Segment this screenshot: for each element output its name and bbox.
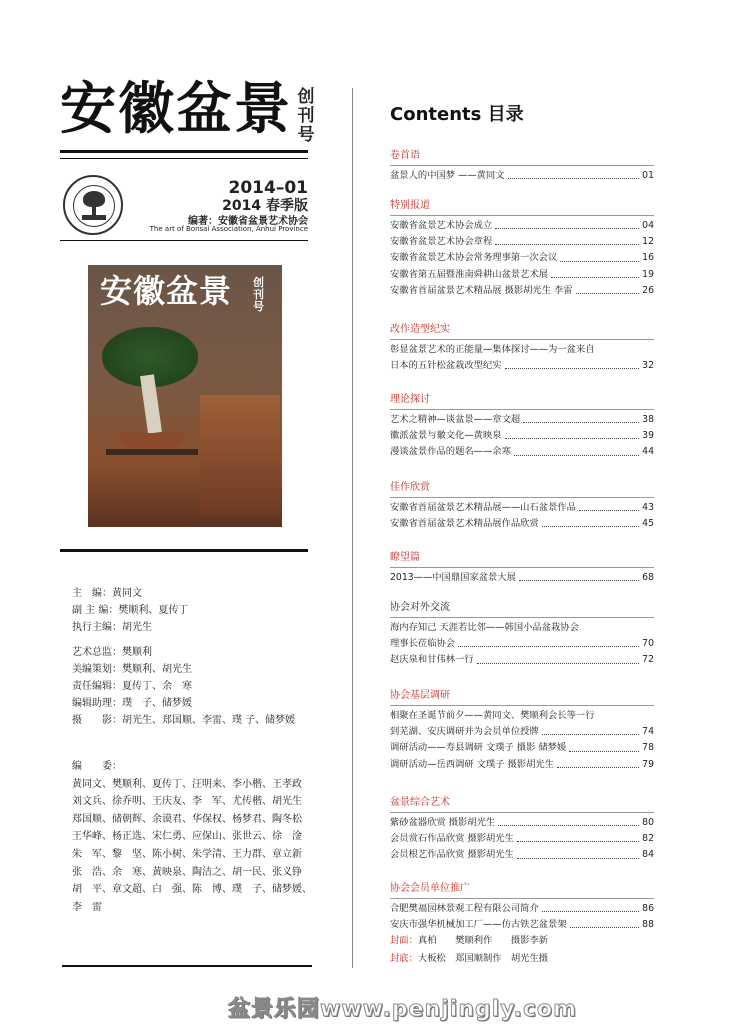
- toc-entry-title: 理事长莅临协会: [390, 638, 456, 650]
- toc-entry-title: 安徽省盆景艺术协会成立: [390, 220, 493, 231]
- toc-entry-title: 日本的五针松盆栽改型纪实: [390, 360, 502, 372]
- toc-entry-title: 到芜湖、安庆调研并为会员单位授牌: [390, 726, 539, 738]
- toc-entry-title: 调研活动—岳西调研 文璞子 摄影胡光生: [390, 758, 554, 770]
- toc-entry-title: 会员根艺作品欣赏 摄影胡光生: [390, 849, 514, 861]
- toc-entry[interactable]: [390, 724, 654, 740]
- toc-entry[interactable]: [390, 901, 654, 917]
- dot-leader: [576, 283, 640, 294]
- toc-entry[interactable]: [390, 234, 654, 250]
- contents-title: Contents 目录: [390, 104, 524, 125]
- dot-leader: [517, 847, 639, 858]
- bonsai-pot: [120, 433, 184, 447]
- dot-leader: [505, 428, 640, 439]
- toc-entry[interactable]: [390, 218, 654, 234]
- members-label: 编 委：: [72, 761, 122, 772]
- toc-entry[interactable]: [390, 250, 654, 266]
- cover-bottom-rule: [60, 549, 308, 552]
- toc-entry-title: 调研活动——寿县调研 文璞子 摄影 储梦媛: [390, 742, 567, 754]
- toc-section-title: 卷首语: [390, 150, 420, 161]
- dot-leader: [495, 234, 639, 245]
- toc-entry[interactable]: [390, 570, 654, 586]
- dot-leader: [557, 757, 639, 768]
- section-rule: [390, 617, 654, 618]
- toc-page-number: 39: [642, 430, 654, 442]
- title-rule: [60, 150, 308, 153]
- toc-entry-title: 安庆市强华机械加工厂——仿古铁艺盆景架: [390, 919, 567, 931]
- toc-entry-title: 相聚在圣诞节前夕——黄同文、樊顺利会长等一行: [390, 710, 595, 721]
- section-rule: [390, 812, 654, 813]
- toc-page-number: 70: [642, 638, 654, 650]
- cover-building: [200, 395, 280, 515]
- toc-page-number: 84: [642, 849, 654, 861]
- toc-entry[interactable]: [390, 620, 654, 636]
- toc-entry[interactable]: [390, 168, 654, 184]
- toc-page-number: 26: [642, 284, 654, 296]
- dot-leader: [498, 815, 639, 826]
- toc-section-title: 改作造型纪实: [390, 324, 450, 335]
- issue-number: 2014–01: [228, 178, 308, 198]
- toc-section: [390, 688, 654, 773]
- dot-leader: [508, 168, 640, 179]
- members-line: 胡 平、章文超、白 强、陈 博、璞 子、储梦媛、: [72, 884, 312, 896]
- credit-row: 编辑助理：璞 子、储梦媛: [72, 698, 192, 709]
- toc-entry-title: 安徽省首届盆景艺术精品展作品欣赏: [390, 518, 539, 530]
- toc-entry[interactable]: [390, 757, 654, 773]
- toc-entry-title: 盆景人的中国梦 ——黄同文: [390, 170, 505, 181]
- toc-page-number: 04: [642, 220, 654, 231]
- dot-leader: [569, 740, 639, 751]
- editorial-board: [72, 761, 312, 916]
- toc-page-number: 01: [642, 170, 654, 181]
- toc-entry[interactable]: [390, 740, 654, 756]
- credit-row: 副 主 编：樊顺利、夏传丁: [72, 605, 189, 616]
- section-rule: [390, 705, 654, 706]
- cover-credit: 封面：真柏 樊顺利作 摄影李新: [390, 935, 549, 946]
- toc-section-title: 协会对外交流: [390, 602, 450, 613]
- section-rule: [390, 567, 654, 568]
- members-line: 王华峰、杨正选、宋仁勇、应保山、张世云、徐 淦: [72, 831, 302, 843]
- dot-leader: [495, 218, 639, 229]
- toc-page-number: 19: [642, 268, 654, 280]
- dot-leader: [477, 652, 639, 663]
- dot-leader: [551, 267, 639, 278]
- toc-entry-title: 安徽省盆景艺术协会常务理事第一次会议: [390, 252, 558, 264]
- toc-entry[interactable]: [390, 815, 654, 831]
- toc-page-number: 82: [642, 833, 654, 845]
- toc-section-title: 佳作欣赏: [390, 482, 430, 493]
- toc-section-title: 特别报道: [390, 200, 430, 211]
- members-line: 黄同文、樊顺利、夏传丁、汪明来、李小楷、王孝政: [72, 778, 302, 790]
- magazine-title: 安徽盆景: [60, 77, 292, 142]
- members-line: 朱 军、黎 坚、陈小树、朱学清、王力群、章立新: [72, 848, 302, 860]
- section-rule: [390, 409, 654, 410]
- header-bottom-rule: [60, 240, 308, 241]
- toc-section: [390, 392, 654, 461]
- dot-leader: [458, 636, 639, 647]
- toc-entry-title: 徽派盆景与徽文化—黄映泉: [390, 430, 502, 442]
- editor-line: 编著：安徽省盆景艺术协会: [188, 216, 308, 227]
- back-cover-credit: 封底：大板松 郑国顺制作 胡光生摄: [390, 953, 549, 964]
- toc-entry[interactable]: [390, 500, 654, 516]
- toc-section-title: 盆景综合艺术: [390, 797, 450, 808]
- toc-section: [390, 881, 654, 933]
- toc-page-number: 78: [642, 742, 654, 754]
- toc-entry-title: 安徽省首届盆景艺术精品展——山石盆景作品: [390, 502, 576, 513]
- toc-section-title: 协会基层调研: [390, 690, 450, 701]
- toc-entry-title: 安徽省盆景艺术协会章程: [390, 236, 493, 248]
- toc-section: [390, 600, 654, 669]
- credit-row: 责任编辑：夏传丁、余 寒: [72, 681, 192, 692]
- toc-page-number: 68: [642, 572, 654, 583]
- toc-page-number: 79: [642, 758, 654, 770]
- toc-entry[interactable]: [390, 831, 654, 847]
- toc-section-title: 瞭望篇: [390, 552, 420, 563]
- dot-leader: [514, 444, 639, 455]
- toc-section: [390, 550, 654, 586]
- toc-entry-title: 漫谈盆景作品的题名——余寒: [390, 446, 511, 458]
- toc-entry-title: 艺术之精神—谈盆景——章文超: [390, 414, 521, 425]
- dot-leader: [542, 901, 639, 912]
- toc-page-number: 12: [642, 236, 654, 248]
- toc-section: [390, 148, 654, 184]
- toc-page-number: 74: [642, 726, 654, 738]
- toc-page-number: 45: [642, 518, 654, 530]
- members-line: 张 浩、余 寒、黄映泉、陶洁之、胡一民、张义铮: [72, 866, 302, 878]
- toc-entry[interactable]: [390, 652, 654, 668]
- toc-section: [390, 480, 654, 532]
- toc-entry[interactable]: [390, 636, 654, 652]
- toc-page-number: 86: [642, 903, 654, 914]
- cover-title: 安徽盆景: [100, 272, 233, 310]
- members-line: 李 雷: [72, 901, 102, 913]
- credits-block: [72, 585, 295, 729]
- members-line: 刘文兵、徐乔明、王庆友、李 军、尤传楷、胡光生: [72, 796, 302, 808]
- magazine-subtitle: 创刊号: [297, 87, 315, 145]
- credit-row: 艺术总监：樊顺利: [72, 647, 152, 658]
- credit-row: 摄 影：胡光生、郑国顺、李雷、璞 子、储梦媛: [72, 715, 296, 726]
- toc-entry-title: 紫砂盆器欣赏 摄影胡光生: [390, 817, 496, 828]
- toc-page-number: 72: [642, 654, 654, 666]
- toc-page-number: 43: [642, 502, 654, 513]
- column-divider: [352, 88, 353, 968]
- credit-row: 执行主编：胡光生: [72, 622, 152, 633]
- toc-entry-title: 合肥樊福园林景观工程有限公司简介: [390, 903, 539, 914]
- toc-entry[interactable]: [390, 267, 654, 283]
- editor-line-en: The art of Bonsai Association, Anhui Province: [149, 225, 308, 233]
- toc-entry[interactable]: [390, 358, 654, 374]
- issue-season: 2014 春季版: [222, 198, 308, 214]
- toc-entry[interactable]: [390, 283, 654, 299]
- toc-entry-title: 安徽省首届盆景艺术精品展 摄影胡光生 李雷: [390, 284, 573, 296]
- toc-page-number: 80: [642, 817, 654, 828]
- toc-entry[interactable]: [390, 708, 654, 724]
- toc-page-number: 32: [642, 360, 654, 372]
- section-rule: [390, 497, 654, 498]
- toc-entry[interactable]: [390, 444, 654, 460]
- dot-leader: [560, 250, 639, 261]
- members-line: 郑国顺、储朝辉、余谟君、华保权、杨梦君、陶冬松: [72, 813, 302, 825]
- toc-entry[interactable]: [390, 412, 654, 428]
- toc-page-number: 38: [642, 414, 654, 425]
- bonsai-stand: [106, 449, 198, 455]
- site-watermark: 盆景乐园www.penjingly.com: [228, 997, 578, 1022]
- dot-leader: [579, 500, 639, 511]
- toc-entry-title: 安徽省第五届暨淮南舜耕山盆景艺术展: [390, 268, 549, 280]
- toc-entry-title: 赵庆泉和甘伟林一行: [390, 654, 474, 666]
- dot-leader: [570, 917, 640, 928]
- toc-entry-title: 2013——中国鼎国家盆景大展: [390, 572, 516, 583]
- toc-entry[interactable]: [390, 847, 654, 863]
- dot-leader: [505, 358, 640, 369]
- toc-section: [390, 322, 654, 374]
- title-rule-thin: [60, 158, 308, 159]
- credit-row: 美编策划：樊顺利、胡光生: [72, 664, 192, 675]
- toc-page-number: 16: [642, 252, 654, 264]
- toc-entry[interactable]: [390, 428, 654, 444]
- cover-image: [88, 265, 282, 527]
- toc-section-title: 理论探讨: [390, 394, 430, 405]
- section-rule: [390, 898, 654, 899]
- toc-entry-title: 会员赏石作品欣赏 摄影胡光生: [390, 833, 514, 845]
- section-rule: [390, 215, 654, 216]
- association-seal-logo: [63, 175, 123, 235]
- dot-leader: [542, 724, 639, 735]
- toc-page-number: 44: [642, 446, 654, 458]
- section-rule: [390, 165, 654, 166]
- dot-leader: [542, 516, 639, 527]
- toc-entry[interactable]: [390, 516, 654, 532]
- toc-entry[interactable]: [390, 917, 654, 933]
- dot-leader: [523, 412, 639, 423]
- left-bottom-rule: [62, 965, 312, 967]
- toc-page-number: 88: [642, 919, 654, 931]
- toc-section: [390, 198, 654, 299]
- section-rule: [390, 339, 654, 340]
- dot-leader: [519, 570, 639, 581]
- toc-entry[interactable]: [390, 342, 654, 358]
- credit-row: 主 编：黄同文: [72, 588, 142, 599]
- toc-entry-title: 彰显盆景艺术的正能量—集体探讨——为一盆来自: [390, 344, 595, 355]
- toc-entry-title: 海内存知己 天涯若比邻——韩国小品盆栽协会: [390, 622, 579, 633]
- toc-section-title: 协会会员单位推广: [390, 883, 470, 894]
- toc-section: [390, 795, 654, 864]
- cover-subtitle: 创刊号: [253, 276, 264, 313]
- dot-leader: [517, 831, 639, 842]
